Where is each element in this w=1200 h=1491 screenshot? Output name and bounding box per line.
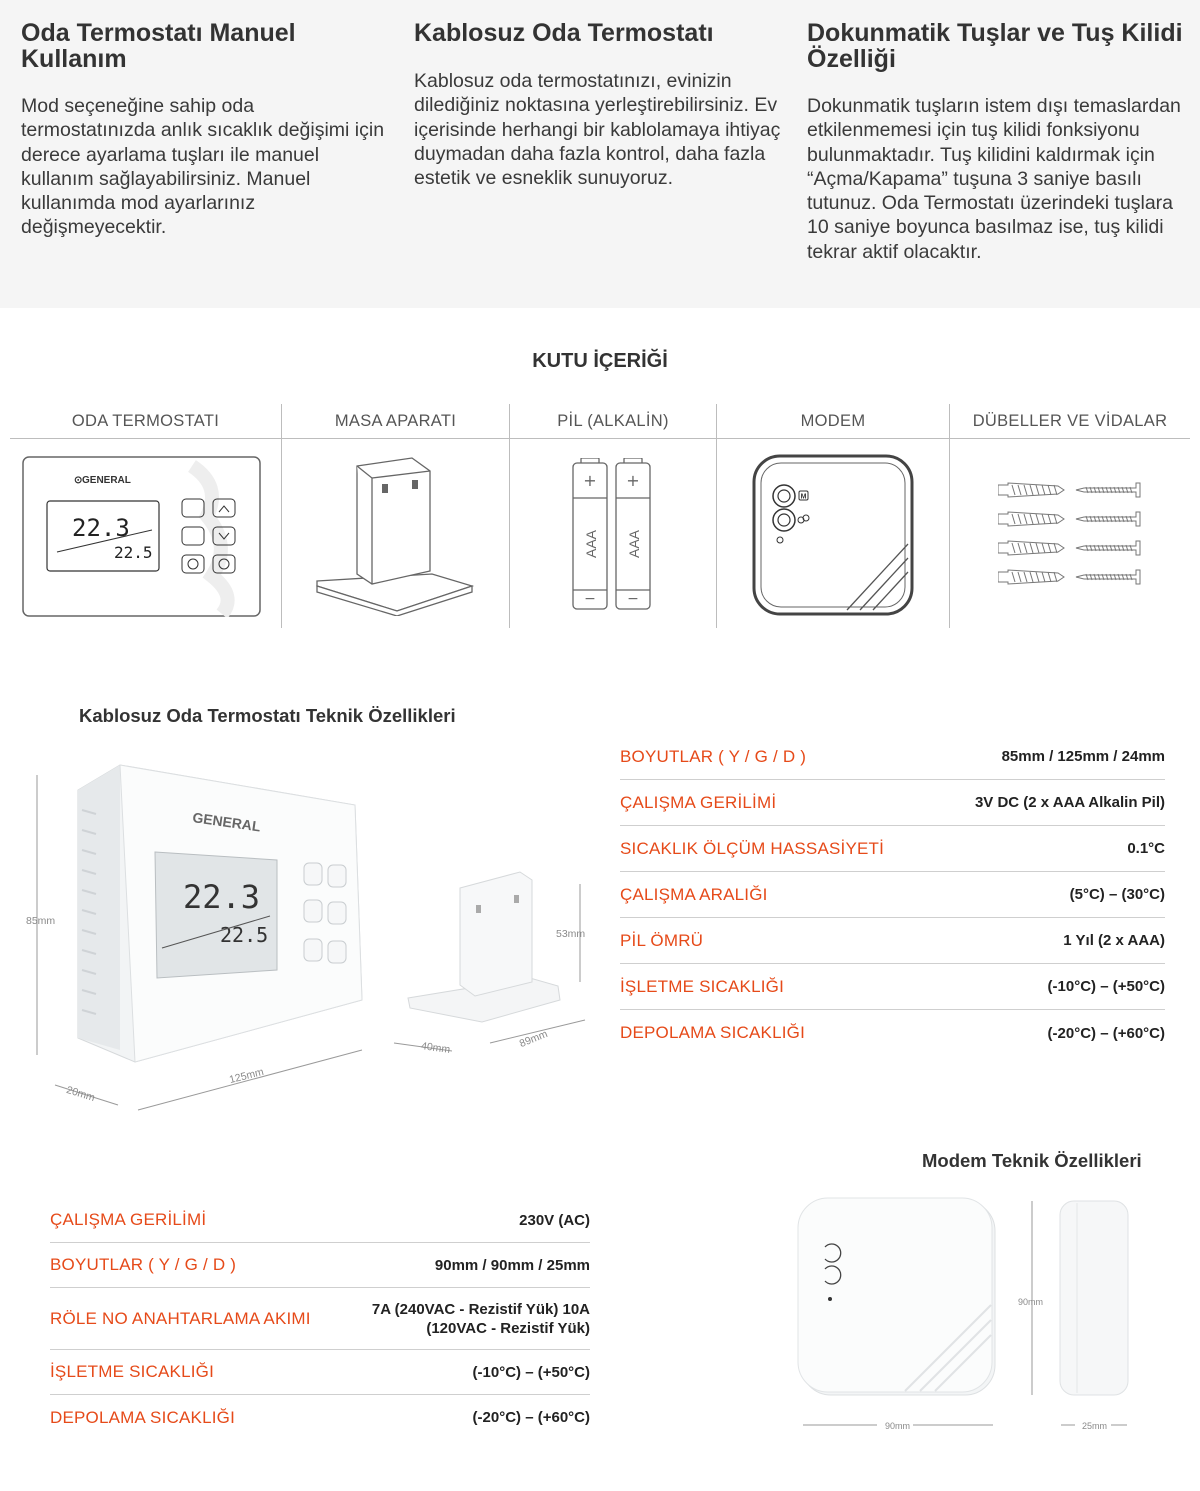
spec-row xyxy=(620,918,1165,964)
modem-specs-table xyxy=(50,1198,590,1440)
spec-row xyxy=(50,1198,590,1243)
spec-row xyxy=(50,1350,590,1395)
dim-depth: 20mm xyxy=(64,1083,97,1105)
spec-value: 0.1°C xyxy=(1127,840,1165,857)
svg-text:−: − xyxy=(584,591,596,607)
thermostat-illustration xyxy=(22,456,261,617)
dim-height: 85mm xyxy=(26,915,56,927)
dim-stand-width: 89mm xyxy=(517,1027,550,1051)
modem-dimension-drawing xyxy=(795,1195,1140,1440)
box-item-label: MASA APARATI xyxy=(334,412,457,430)
svg-text:−: − xyxy=(627,591,639,607)
box-item-batteries xyxy=(510,404,716,628)
spec-label: SICAKLIK ÖLÇÜM HASSASİYETİ xyxy=(620,838,885,858)
spec-row xyxy=(50,1243,590,1288)
dim-width: 125mm xyxy=(228,1065,265,1087)
spec-value: (5°C) – (30°C) xyxy=(1069,886,1165,903)
battery-type: AAA xyxy=(583,529,599,559)
spec-value: (-20°C) – (+60°C) xyxy=(472,1409,590,1426)
dim-modem-depth: 25mm xyxy=(1082,1421,1108,1431)
spec-row xyxy=(620,734,1165,780)
box-item-stand xyxy=(282,404,509,628)
dowel-screw-pair xyxy=(998,483,1140,497)
spec-label: İŞLETME SICAKLIĞI xyxy=(620,976,785,996)
svg-text:M: M xyxy=(800,493,807,501)
dowel-screw-pair xyxy=(998,541,1140,555)
feature-touch-lock xyxy=(807,20,1192,264)
box-item-label: ODA TERMOSTATI xyxy=(71,412,220,430)
spec-label: DEPOLAMA SICAKLIĞI xyxy=(620,1023,805,1042)
feature-manual-use xyxy=(21,20,391,240)
dowels-screws-illustration xyxy=(998,478,1146,588)
box-item-label: MODEM xyxy=(800,412,866,430)
dowel-screw-pair xyxy=(998,570,1140,584)
spec-row xyxy=(50,1288,590,1350)
spec-value: (-20°C) – (+60°C) xyxy=(1047,1024,1165,1042)
spec-label: BOYUTLAR ( Y / G / D ) xyxy=(620,746,807,766)
svg-text:+: + xyxy=(583,471,597,490)
feature-title: Dokunmatik Tuşlar ve Tuş Kilidi Özelliği xyxy=(807,19,1183,73)
dim-stand-height: 53mm xyxy=(556,928,586,940)
box-item-label: DÜBELLER VE VİDALAR xyxy=(972,412,1168,430)
svg-text:+: + xyxy=(626,471,640,490)
feature-title: Oda Termostatı Manuel Kullanım xyxy=(21,19,296,73)
spec-label: DEPOLAMA SICAKLIĞI xyxy=(50,1407,235,1427)
spec-row xyxy=(620,780,1165,826)
spec-label: BOYUTLAR ( Y / G / D ) xyxy=(50,1255,237,1274)
dim-stand-depth: 40mm xyxy=(420,1040,451,1056)
battery-illustration xyxy=(572,458,656,610)
spec-value: (-10°C) – (+50°C) xyxy=(1047,978,1165,995)
box-item-dowels xyxy=(950,404,1190,628)
modem-illustration xyxy=(752,454,914,616)
spec-row xyxy=(620,826,1165,872)
box-item-thermostat xyxy=(10,404,281,628)
feature-text: Kablosuz oda termostatınızı, evinizin dilediğiniz noktasına yerleştirebilirsiniz. Ev içerisinde herhangi bir kablolamaya ihtiyaç duymadan daha fazla kontrol, daha fazla estetik ve esneklik sunuyoruz. xyxy=(414,70,781,190)
spec-row xyxy=(50,1395,590,1440)
spec-label: İŞLETME SICAKLIĞI xyxy=(50,1362,215,1381)
features-panel xyxy=(0,0,1200,308)
feature-title: Kablosuz Oda Termostatı xyxy=(414,19,714,47)
dim-modem-height: 90mm xyxy=(1018,1297,1044,1307)
thermostat-specs-table xyxy=(620,734,1165,1056)
spec-value: (-10°C) – (+50°C) xyxy=(472,1363,590,1381)
spec-value: 85mm / 125mm / 24mm xyxy=(1001,748,1165,765)
modem-specs-title: Modem Teknik Özellikleri xyxy=(922,1150,1142,1171)
feature-text: Dokunmatik tuşların istem dışı temaslardan etkilenmemesi için tuş kilidi fonksiyonu bulunmaktadır. Tuş kilidini kaldırmak için “Açma/Kapama” tuşuna 3 saniye basılı tutunuz. Oda Termostatı üzerindeki tuşlara 10 saniye boyunca basılmaz ise, tuş kilidi tekrar aktif olacaktır. xyxy=(807,95,1181,263)
spec-label: ÇALIŞMA GERİLİMİ xyxy=(50,1210,207,1229)
spec-row xyxy=(620,1010,1165,1056)
battery-type: AAA xyxy=(626,529,642,559)
display-setpoint: 22.5 xyxy=(114,543,153,562)
spec-label: ÇALIŞMA ARALIĞI xyxy=(620,884,768,904)
box-item-label: PİL (ALKALİN) xyxy=(557,412,669,430)
spec-value: 230V (AC) xyxy=(519,1211,590,1229)
thermostat-specs-title: Kablosuz Oda Termostatı Teknik Özellikleri xyxy=(79,705,456,726)
stand-illustration xyxy=(312,456,482,616)
display-setpoint: 22.5 xyxy=(220,923,269,947)
display-temp: 22.3 xyxy=(183,878,261,916)
spec-value: 3V DC (2 x AAA Alkalin Pil) xyxy=(974,794,1165,811)
display-temp: 22.3 xyxy=(72,514,130,542)
spec-label: RÖLE NO ANAHTARLAMA AKIMI xyxy=(50,1308,311,1328)
spec-label: PİL ÖMRÜ xyxy=(620,930,704,950)
dowel-screw-pair xyxy=(998,512,1140,526)
spec-value: 90mm / 90mm / 25mm xyxy=(434,1256,590,1274)
box-contents-row xyxy=(10,404,1190,628)
spec-value: 7A (240VAC - Rezistif Yük) 10A (120VAC - Rezistif Yük) xyxy=(371,1300,590,1337)
box-item-modem xyxy=(717,404,949,628)
spec-label: ÇALIŞMA GERİLİMİ xyxy=(620,792,777,812)
spec-value: 1 Yıl (2 x AAA) xyxy=(1063,932,1165,949)
svg-text:⊙: ⊙ xyxy=(74,475,83,486)
box-contents-title: KUTU İÇERİĞİ xyxy=(532,350,668,372)
brand-logo: GENERAL xyxy=(191,809,262,835)
feature-text: Mod seçeneğine sahip oda termostatınızda anlık sıcaklık değişimi için derece ayarlama tuşları ile manuel kullanım sağlayabilirsiniz. Manuel kullanımda mod ayarlarınız değişmeyecektir. xyxy=(21,95,385,239)
spec-row xyxy=(620,964,1165,1010)
brand-logo: GENERAL xyxy=(82,475,131,486)
spec-row xyxy=(620,872,1165,918)
feature-wireless xyxy=(414,20,794,190)
thermostat-dimension-drawing xyxy=(20,760,600,1120)
dim-modem-width: 90mm xyxy=(885,1421,911,1431)
